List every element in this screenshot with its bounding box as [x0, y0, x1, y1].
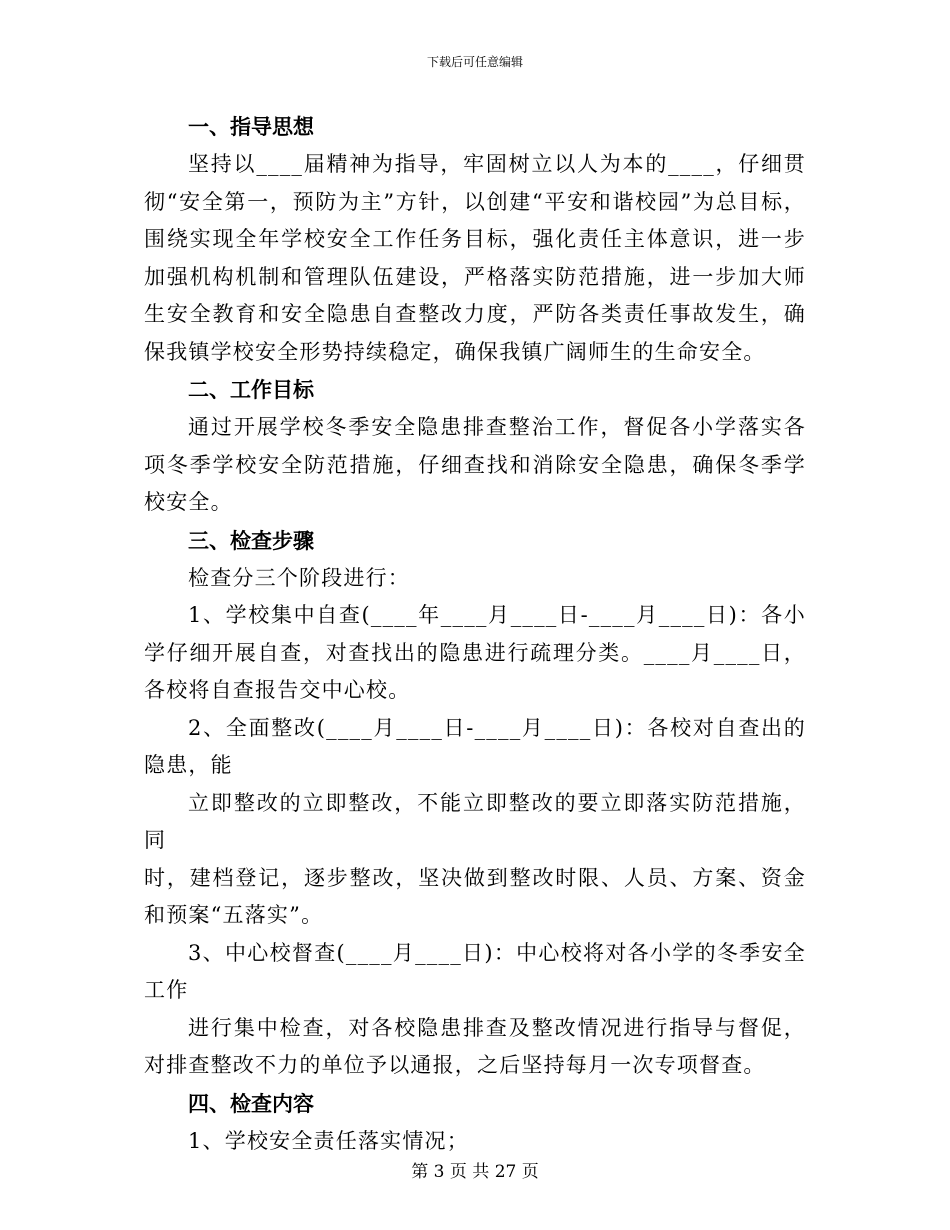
check-step-3-second-part: 进行集中检查，对各校隐患排查及整改情况进行指导与督促，对排查整改不力的单位予以通报，之后坚持每月一次专项督查。 [144, 1015, 806, 1077]
section-heading-check-content: 四、检查内容 [188, 1091, 314, 1116]
check-step-2-third-part: 时，建档登记，逐步整改，坚决做到整改时限、人员、方案、资金和预案“五落实”。 [144, 865, 806, 927]
check-steps-intro: 检查分三个阶段进行： [188, 565, 410, 590]
section-heading-check-steps: 三、检查步骤 [188, 528, 314, 553]
paragraph-work-goal: 通过开展学校冬季安全隐患排查整治工作，督促各小学落实各项冬季学校安全防范措施，仔细查找和消除安全隐患，确保冬季学校安全。 [144, 415, 806, 514]
page-header-note: 下载后可任意编辑 [426, 55, 523, 69]
check-content-item-1: 1、学校安全责任落实情况； [188, 1128, 469, 1153]
document-body [144, 108, 806, 1160]
check-step-2-second-part: 立即整改的立即整改，不能立即整改的要立即落实防范措施，同 [144, 790, 806, 852]
check-step-3-first-part: 3、中心校督查(____月____日)：中心校将对各小学的冬季安全工作 [144, 940, 806, 1002]
paragraph-guiding-thought: 坚持以____届精神为指导，牢固树立以人为本的____，仔细贯彻“安全第一，预防为主”方针，以创建“平安和谐校园”为总目标，围绕实现全年学校安全工作任务目标，强化责任主体意识，进一步加强机构机制和管理队伍建设，严格落实防范措施，进一步加大师生安全教育和安全隐患自查整改力度，严防各类责任事故发生，确保我镇学校安全形势持续稳定，确保我镇广阔师生的生命安全。 [144, 152, 806, 364]
check-step-1: 1、学校集中自查(____年____月____日-____月____日)：各小学仔细开展自查，对查找出的隐患进行疏理分类。____月____日，各校将自查报告交中心校。 [144, 603, 806, 702]
page-number-footer: 第 3 页 共 27 页 [411, 1162, 539, 1182]
check-step-2-first-part: 2、全面整改(____月____日-____月____日)：各校对自查出的隐患，能 [144, 715, 806, 777]
section-heading-guiding-thought: 一、指导思想 [188, 115, 314, 139]
section-heading-work-goal: 二、工作目标 [188, 378, 314, 402]
